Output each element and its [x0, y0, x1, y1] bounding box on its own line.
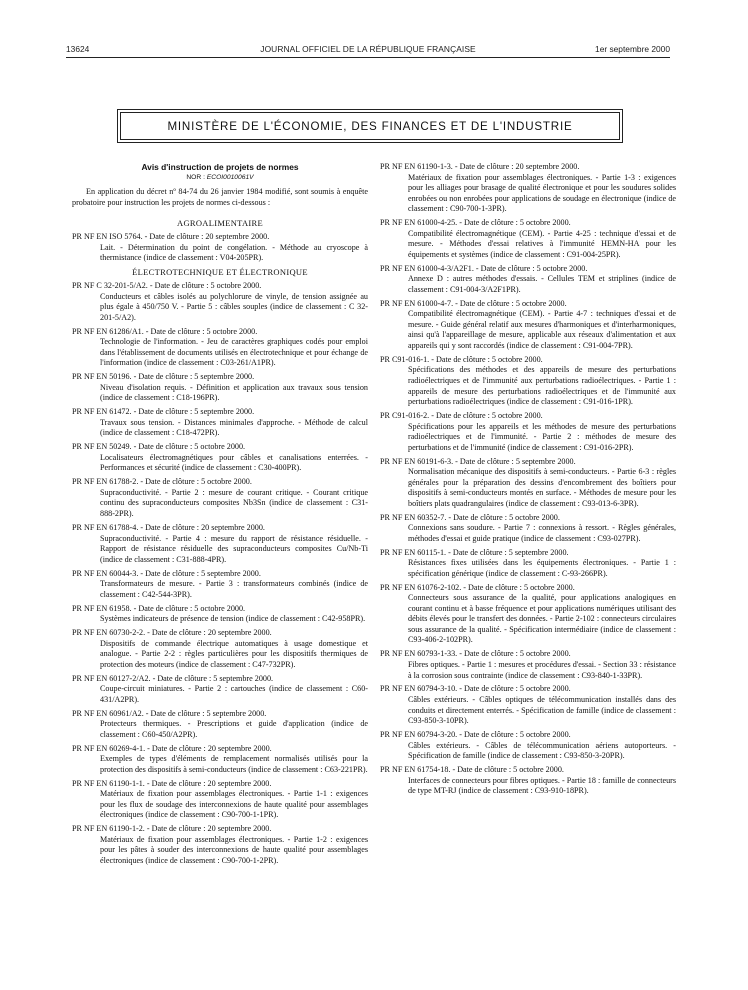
electro-entries-left — [72, 281, 368, 866]
standard-entry — [380, 355, 676, 408]
entry-description: Travaux sous tension. - Distances minimales d'approche. - Méthode de calcul (indice de classement : C18-472PR). — [100, 417, 368, 438]
agro-entries — [72, 232, 368, 264]
entry-text — [380, 162, 676, 215]
left-column — [72, 162, 368, 870]
nor-label: NOR : — [186, 174, 205, 181]
entry-description: Normalisation mécanique des dispositifs à semi-conducteurs. - Partie 6-3 : règles générales pour la préparation des dessins d'encombrement des boîtiers pour dispositifs à semi-conducteurs montés en surface. - Méthodes de mesure pour les boîtiers plats quadrangulaires (indice de classement : C93-013-6-3PR). — [408, 467, 676, 508]
entry-text — [380, 730, 676, 762]
avis-title: Avis d'instruction de projets de normes — [141, 162, 299, 172]
entry-heading: PR NF EN 60793-1-33. - Date de clôture : 5 octobre 2000. — [380, 649, 571, 659]
entry-text — [380, 411, 676, 453]
standard-entry — [72, 232, 368, 264]
entry-text — [380, 355, 676, 408]
entry-description: Systèmes indicateurs de présence de tension (indice de classement : C42-958PR). — [100, 614, 366, 624]
entry-description: Supraconductivité. - Partie 2 : mesure de courant critique. - Courant critique continu des supraconducteurs composites Nb3Sn (indice de classement : C31-888-2PR). — [100, 487, 368, 519]
entry-description: Conducteurs et câbles isolés au polychlorure de vinyle, de tension assignée au plus égale à 450/750 V. - Partie 5 : câbles souples (indice de classement : C 32-201-5/A2). — [100, 291, 368, 322]
entry-heading: PR NF EN 61190-1-3. - Date de clôture : 20 septembre 2000. — [380, 162, 580, 171]
entry-heading: PR NF C 32-201-5/A2. - Date de clôture : 5 octobre 2000. — [72, 281, 262, 291]
standard-entry — [380, 218, 676, 260]
entry-heading: PR NF EN 60352-7. - Date de clôture : 5 octobre 2000. — [380, 512, 560, 522]
entry-text — [72, 232, 368, 264]
entry-text — [380, 649, 676, 681]
entry-text — [72, 709, 368, 741]
entry-heading: PR NF EN 60269-4-1. - Date de clôture : 20 septembre 2000. — [72, 743, 272, 753]
standard-entry — [380, 684, 676, 726]
ministry-title-box — [120, 112, 620, 140]
standard-entry — [380, 299, 676, 352]
standard-entry — [380, 649, 676, 681]
entry-heading: PR NF EN 60115-1. - Date de clôture : 5 septembre 2000. — [380, 547, 569, 557]
entry-text — [72, 372, 368, 404]
nor-value: ECOI0010061V — [206, 174, 254, 181]
entry-heading: PR NF EN 61788-2. - Date de clôture : 5 octobre 2000. — [72, 477, 252, 487]
standard-entry — [380, 548, 676, 580]
entry-heading: PR NF EN 61472. - Date de clôture : 5 septembre 2000. — [72, 407, 255, 417]
standard-entry — [72, 824, 368, 866]
standard-entry — [72, 674, 368, 706]
entry-text — [380, 684, 676, 726]
standard-entry — [72, 523, 368, 565]
entry-heading: PR NF EN 61788-4. - Date de clôture : 20 septembre 2000. — [72, 522, 265, 532]
entry-heading: PR NF EN 61000-4-3/A2F1. - Date de clôture : 5 octobre 2000. — [380, 263, 588, 273]
entry-text — [72, 327, 368, 369]
entry-heading: PR NF EN 61076-2-102. - Date de clôture : 5 octobre 2000. — [380, 582, 575, 592]
section-heading-agro: AGROALIMENTAIRE — [177, 218, 263, 229]
entry-heading: PR NF EN 60730-2-2. - Date de clôture : 20 septembre 2000. — [72, 628, 272, 638]
entry-description: Matériaux de fixation pour assemblages électroniques. - Partie 1-3 : exigences pour les alliages pour brasage de qualité électronique et pour les soudures solides enrobées ou non enrobées pour applications de soudage en électronique (indice de classement : C90-700-1-3PR). — [408, 172, 676, 214]
entry-heading: PR NF EN 60127-2/A2. - Date de clôture : 5 septembre 2000. — [72, 673, 274, 683]
entry-text — [380, 264, 676, 296]
entry-description: Matériaux de fixation pour assemblages électroniques. - Partie 1-1 : exigences pour les flux de soudage des interconnexions de haute qualité pour assemblages électroniques (indice de classement : C90-700-1-1PR). — [100, 789, 368, 820]
entry-description: Interfaces de connecteurs pour fibres optiques. - Partie 18 : famille de connecteurs de type MT-RJ (indice de classement : C93-910-18PR). — [408, 775, 676, 796]
standard-entry — [380, 264, 676, 296]
entry-description: Transformateurs de mesure. - Partie 3 : transformateurs combinés (indice de classement : C42-544-3PR). — [100, 579, 368, 599]
avis-nor — [72, 173, 368, 183]
standard-entry — [72, 327, 368, 369]
entry-heading: PR NF EN 50249. - Date de clôture : 5 octobre 2000. — [72, 442, 246, 452]
standard-entry — [72, 779, 368, 821]
header-rule — [66, 57, 670, 58]
entry-description: Technologie de l'information. - Jeu de caractères graphiques codés pour emploi dans l'établissement de documents utilisés en électrotechnique et pour échange de l'information (indice de classement : C03-261/A1PR). — [100, 337, 368, 368]
entry-description: Résistances fixes utilisées dans les équipements électroniques. - Partie 1 : spécification générique (indice de classement : C-93-266PR). — [408, 558, 676, 578]
entry-description: Câbles extérieurs. - Câbles optiques de télécommunication installés dans des conduits et directement enterrés. - Spécification de famille (indice de classement : C93-850-3-10PR). — [408, 695, 676, 726]
entry-description: Coupe-circuit miniatures. - Partie 2 : cartouches (indice de classement : C60-431/A2PR). — [100, 684, 368, 704]
entry-heading: PR NF EN 61190-1-2. - Date de clôture : 20 septembre 2000. — [72, 824, 272, 834]
standard-entry — [72, 604, 368, 625]
entry-description: Spécifications pour les appareils et les méthodes de mesure des perturbations radioélectriques et de l'immunité. - Partie 2 : méthodes de mesure des perturbations et de l'immunité (indice de classement : C91-016-2PR). — [408, 421, 676, 452]
entry-heading: PR NF EN 61190-1-1. - Date de clôture : 20 septembre 2000. — [72, 778, 272, 788]
standard-entry — [72, 569, 368, 601]
entry-heading: PR NF EN 60794-3-10. - Date de clôture : 5 octobre 2000. — [380, 684, 571, 694]
right-column — [380, 162, 676, 800]
entry-description: Niveau d'isolation requis. - Définition et application aux travaux sous tension (indice de classement : C18-196PR). — [100, 382, 368, 403]
entry-description: Fibres optiques. - Partie 1 : mesures et procédures d'essai. - Section 33 : résistance à la corrosion sous contrainte (indice de classement : C93-840-1-33PR). — [408, 659, 676, 680]
issue-date: 1er septembre 2000 — [595, 44, 670, 54]
entry-heading: PR NF EN ISO 5764. - Date de clôture : 20 septembre 2000. — [72, 232, 270, 242]
entry-text — [380, 548, 676, 580]
standard-entry — [72, 477, 368, 519]
standard-entry — [72, 281, 368, 323]
entry-description: Câbles extérieurs. - Câbles de télécommunication aériens autoporteurs. - Spécification de famille (indice de classement : C93-850-3-20PR). — [408, 740, 676, 761]
entry-description: Matériaux de fixation pour assemblages électroniques. - Partie 1-2 : exigences pour les pâtes à souder des interconnexions de haute qualité pour assemblages électroniques (indice de classement : C90-700-1-2PR). — [100, 834, 368, 865]
standard-entry — [72, 372, 368, 404]
entry-heading: PR NF EN 60191-6-3. - Date de clôture : 5 septembre 2000. — [380, 456, 576, 466]
entry-text — [72, 628, 368, 670]
standard-entry — [72, 407, 368, 439]
standard-entry — [380, 457, 676, 510]
entry-text — [380, 513, 676, 545]
entry-heading: PR NF EN 61000-4-7. - Date de clôture : 5 octobre 2000. — [380, 298, 567, 308]
entry-heading: PR NF EN 61754-18. - Date de clôture : 5 octobre 2000. — [380, 765, 564, 775]
entry-text — [72, 523, 368, 565]
entry-heading: PR NF EN 60961/A2. - Date de clôture : 5 septembre 2000. — [72, 708, 267, 718]
standard-entry — [380, 162, 676, 215]
section-heading-electro: ÉLECTROTECHNIQUE ET ÉLECTRONIQUE — [132, 267, 308, 278]
standard-entry — [72, 628, 368, 670]
entry-description: Compatibilité électromagnétique (CEM). - Partie 4-7 : techniques d'essai et de mesure. - Guide général relatif aux mesures d'harmoniques et d'interharmoniques, ainsi qu'à l'appareillage de mesure, applicable aux réseaux d'alimentation et aux appareils qui y sont raccordés (indice de classement : C91-004-7PR). — [408, 309, 676, 350]
ministry-title: MINISTÈRE DE L'ÉCONOMIE, DES FINANCES ET DE L'INDUSTRIE — [167, 119, 573, 133]
entry-text — [72, 779, 368, 821]
entry-description: Exemples de types d'éléments de remplacement normalisés utilisés pour la protection des dispositifs à semi-conducteurs (indice de classement : C63-221PR). — [100, 754, 368, 774]
entry-text — [380, 583, 676, 646]
journal-title: JOURNAL OFFICIEL DE LA RÉPUBLIQUE FRANÇAISE — [260, 44, 476, 54]
electro-entries-right — [380, 162, 676, 797]
entry-heading: PR C91-016-1. - Date de clôture : 5 octobre 2000. — [380, 354, 543, 364]
entry-text — [72, 477, 368, 519]
standard-entry — [72, 442, 368, 474]
standard-entry — [72, 744, 368, 776]
entry-description: Connexions sans soudure. - Partie 7 : connexions à ressort. - Règles générales, méthodes d'essai et guide pratique (indice de classement : C93-027PR). — [408, 523, 676, 543]
entry-heading: PR NF EN 61286/A1. - Date de clôture : 5 octobre 2000. — [72, 326, 258, 336]
entry-heading: PR NF EN 61958. - Date de clôture : 5 octobre 2000. — [72, 603, 246, 613]
entry-text — [380, 299, 676, 352]
entry-description: Annexe D : autres méthodes d'essais. - Cellules TEM et striplines (indice de classement : C91-004-3/A2F1PR). — [408, 274, 676, 294]
entry-text — [72, 281, 368, 323]
standard-entry — [380, 513, 676, 545]
entry-heading: PR C91-016-2. - Date de clôture : 5 octobre 2000. — [380, 410, 543, 420]
page-number: 13624 — [66, 44, 90, 54]
entry-description: Localisateurs électromagnétiques pour câbles et canalisations enterrées. - Performances et sécurité (indice de classement : C30-400PR). — [100, 452, 368, 473]
standard-entry — [380, 765, 676, 797]
entry-description: Lait. - Détermination du point de congélation. - Méthode au cryoscope à thermistance (indice de classement : V04-205PR). — [100, 242, 368, 263]
standard-entry — [380, 411, 676, 453]
entry-text — [72, 442, 368, 474]
entry-heading: PR NF EN 50196. - Date de clôture : 5 septembre 2000. — [72, 372, 255, 382]
entry-text — [72, 569, 368, 601]
standard-entry — [72, 709, 368, 741]
avis-intro: En application du décret nº 84-74 du 26 janvier 1984 modifié, sont soumis à enquête probatoire pour instruction les projets de normes ci-dessous : — [72, 187, 368, 207]
entry-description: Compatibilité électromagnétique (CEM). - Partie 4-25 : technique d'essai et de mesure. - Méthodes d'essai relatives à l'immunité HEMN-HA pour les équipements et systèmes (indice de classement : C91-004-25PR). — [408, 228, 676, 259]
entry-heading: PR NF EN 60794-3-20. - Date de clôture : 5 octobre 2000. — [380, 730, 571, 740]
entry-text — [380, 218, 676, 260]
entry-heading: PR NF EN 61000-4-25. - Date de clôture : 5 octobre 2000. — [380, 218, 571, 228]
entry-text — [72, 407, 368, 439]
entry-heading: PR NF EN 60044-3. - Date de clôture : 5 septembre 2000. — [72, 568, 261, 578]
entry-description: Spécifications des méthodes et des appareils de mesure des perturbations radioélectriques et de l'immunité aux perturbations radioélectriques. - Partie 1 : appareils de mesure des perturbations radioélectriques et de l'immunité aux perturbations radioélectriques (indice de classement : C91-016-1PR). — [408, 365, 676, 407]
entry-description: Protecteurs thermiques. - Prescriptions et guide d'application (indice de classement : C60-450/A2PR). — [100, 719, 368, 739]
standard-entry — [380, 730, 676, 762]
entry-text — [380, 457, 676, 510]
entry-text — [380, 765, 676, 797]
entry-text — [72, 604, 368, 625]
entry-description: Connecteurs sous assurance de la qualité, pour applications analogiques en courant continu et à basse fréquence et pour applications numériques utilisant des débits élevés pour le transfert des données. - Partie 2-102 : connecteurs circulaires sous assurance de la qualité. - Spécification intermédiaire (indice de classement : C93-406-2-102PR). — [408, 593, 676, 645]
entry-text — [72, 674, 368, 706]
entry-description: Dispositifs de commande électrique automatiques à usage domestique et analogue. - Partie 2-2 : règles particulières pour les dispositifs thermiques de protection des moteurs (indice de classement : C47-732PR). — [100, 638, 368, 669]
entry-text — [72, 744, 368, 776]
entry-description: Supraconductivité. - Partie 4 : mesure du rapport de résistance résiduelle. - Rapport de résistance résiduelle des supraconducteurs composites Cu/Nb-Ti (indice de classement : C31-888-4PR). — [100, 533, 368, 564]
standard-entry — [380, 583, 676, 646]
entry-text — [72, 824, 368, 866]
